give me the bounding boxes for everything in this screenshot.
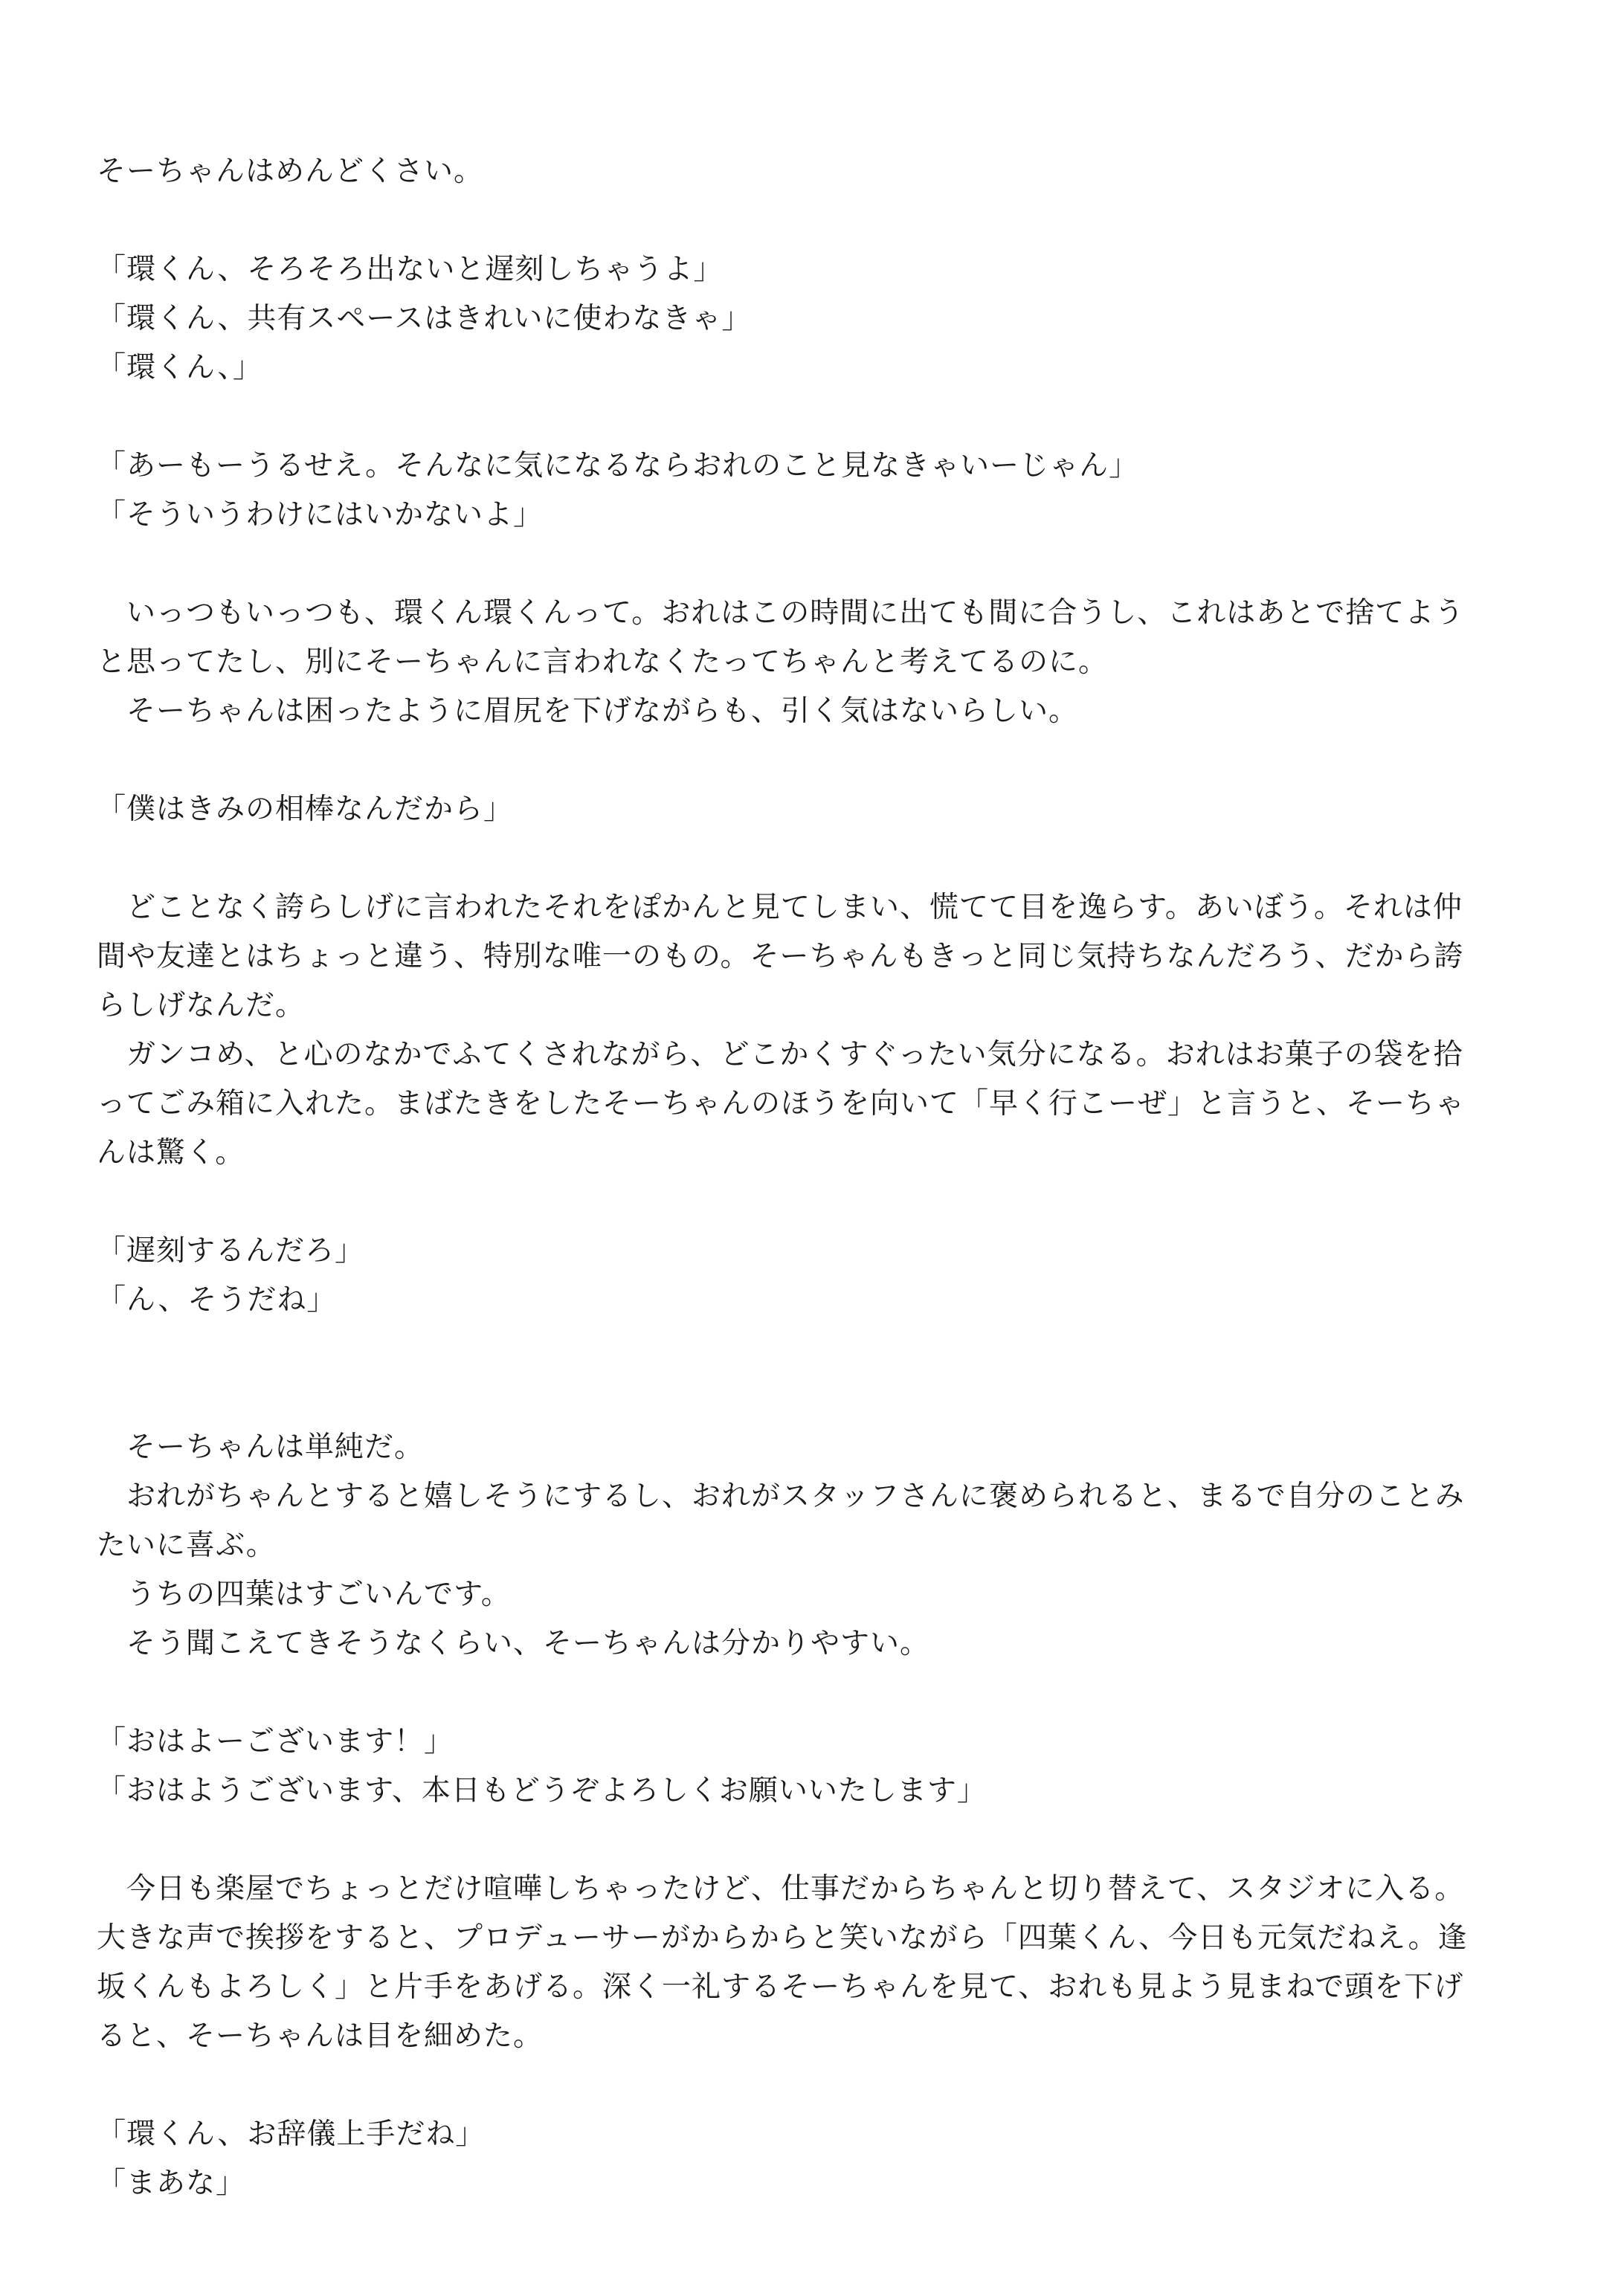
text-line: そーちゃんは単純だ。: [97, 1431, 425, 1464]
text-line: そーちゃんはめんどくさい。: [97, 155, 484, 188]
text-line: 「環くん、」: [97, 351, 262, 384]
text-line: 今日も楽屋でちょっとだけ喧嘩しちゃったけど、仕事だからちゃんと切り替えて、スタジオに入る。: [97, 1872, 1465, 1906]
blank-line: [97, 736, 1535, 785]
blank-line: [97, 2061, 1535, 2110]
blank-line: [97, 540, 1535, 589]
text-line: 大きな声で挨拶をすると、プロデューサーがからからと笑いながら「四葉くん、今日も元気だねえ。逢: [97, 1921, 1468, 1955]
text-line: 間や友達とはちょっと違う、特別な唯一のもの。そーちゃんもきっと同じ気持ちなんだろう、だから誇: [97, 940, 1464, 973]
text-line: いっつもいっつも、環くん環くんって。おれはこの時間に出ても間に合うし、これはあとで捨てよう: [97, 596, 1465, 630]
blank-line: [97, 1668, 1535, 1718]
text-line: ガンコめ、と心のなかでふてくされながら、どこかくすぐったい気分になる。おれはお菓子の袋を拾: [97, 1038, 1463, 1071]
blank-line: [97, 1325, 1535, 1374]
blank-line: [97, 1816, 1535, 1865]
text-line: と思ってたし、別にそーちゃんに言われなくたってちゃんと考えてるのに。: [97, 645, 1109, 679]
text-line: 「遅刻するんだろ」: [97, 1234, 365, 1268]
text-line: 「環くん、お辞儀上手だね」: [97, 2118, 486, 2151]
text-line: そう聞こえてきそうなくらい、そーちゃんは分かりやすい。: [97, 1627, 930, 1660]
blank-line: [97, 1178, 1535, 1227]
text-line: 「僕はきみの相棒なんだから」: [97, 793, 514, 826]
text-line: 「ん、そうだね」: [97, 1283, 337, 1317]
text-line: 「おはようございます、本日もどうぞよろしくお願いいたします」: [97, 1774, 987, 1808]
blank-line: [97, 393, 1535, 442]
blank-line: [97, 834, 1535, 883]
text-line: そーちゃんは困ったように眉尻を下げながらも、引く気はないらしい。: [97, 694, 1079, 728]
text-line: 「あーもーうるせえ。そんなに気になるならおれのこと見なきゃいーじゃん」: [97, 449, 1139, 483]
text-line: 「そういうわけにはいかないよ」: [97, 498, 544, 532]
text-line: おれがちゃんとすると嬉しそうにするし、おれがスタッフさんに褒められると、まるで自分のことみ: [97, 1480, 1465, 1513]
text-line: ってごみ箱に入れた。まばたきをしたそーちゃんのほうを向いて「早く行こーぜ」と言うと、そーちゃ: [97, 1087, 1466, 1120]
blank-line: [97, 196, 1535, 245]
text-line: たいに喜ぶ。: [97, 1529, 276, 1562]
text-line: んは驚く。: [97, 1136, 245, 1170]
text-line: らしげなんだ。: [97, 989, 306, 1022]
text-line: 坂くんもよろしく」と片手をあげる。深く一礼するそーちゃんを見て、おれも見よう見まねで頭を下げ: [97, 1970, 1464, 2004]
text-line: 「環くん、共有スペースはきれいに使わなきゃ」: [97, 302, 752, 335]
text-line: 「まあな」: [97, 2167, 246, 2200]
text-line: うちの四葉はすごいんです。: [97, 1578, 511, 1611]
text-line: ると、そーちゃんは目を細めた。: [97, 2019, 544, 2053]
text-line: どことなく誇らしげに言われたそれをぽかんと見てしまい、慌てて目を逸らす。あいぼう。それは仲: [97, 891, 1463, 924]
text-line: 「環くん、そろそろ出ないと遅刻しちゃうよ」: [97, 253, 724, 286]
text-line: 「おはよーございます！」: [97, 1725, 454, 1758]
blank-line: [97, 1374, 1535, 1423]
body-text: [97, 147, 1535, 2208]
